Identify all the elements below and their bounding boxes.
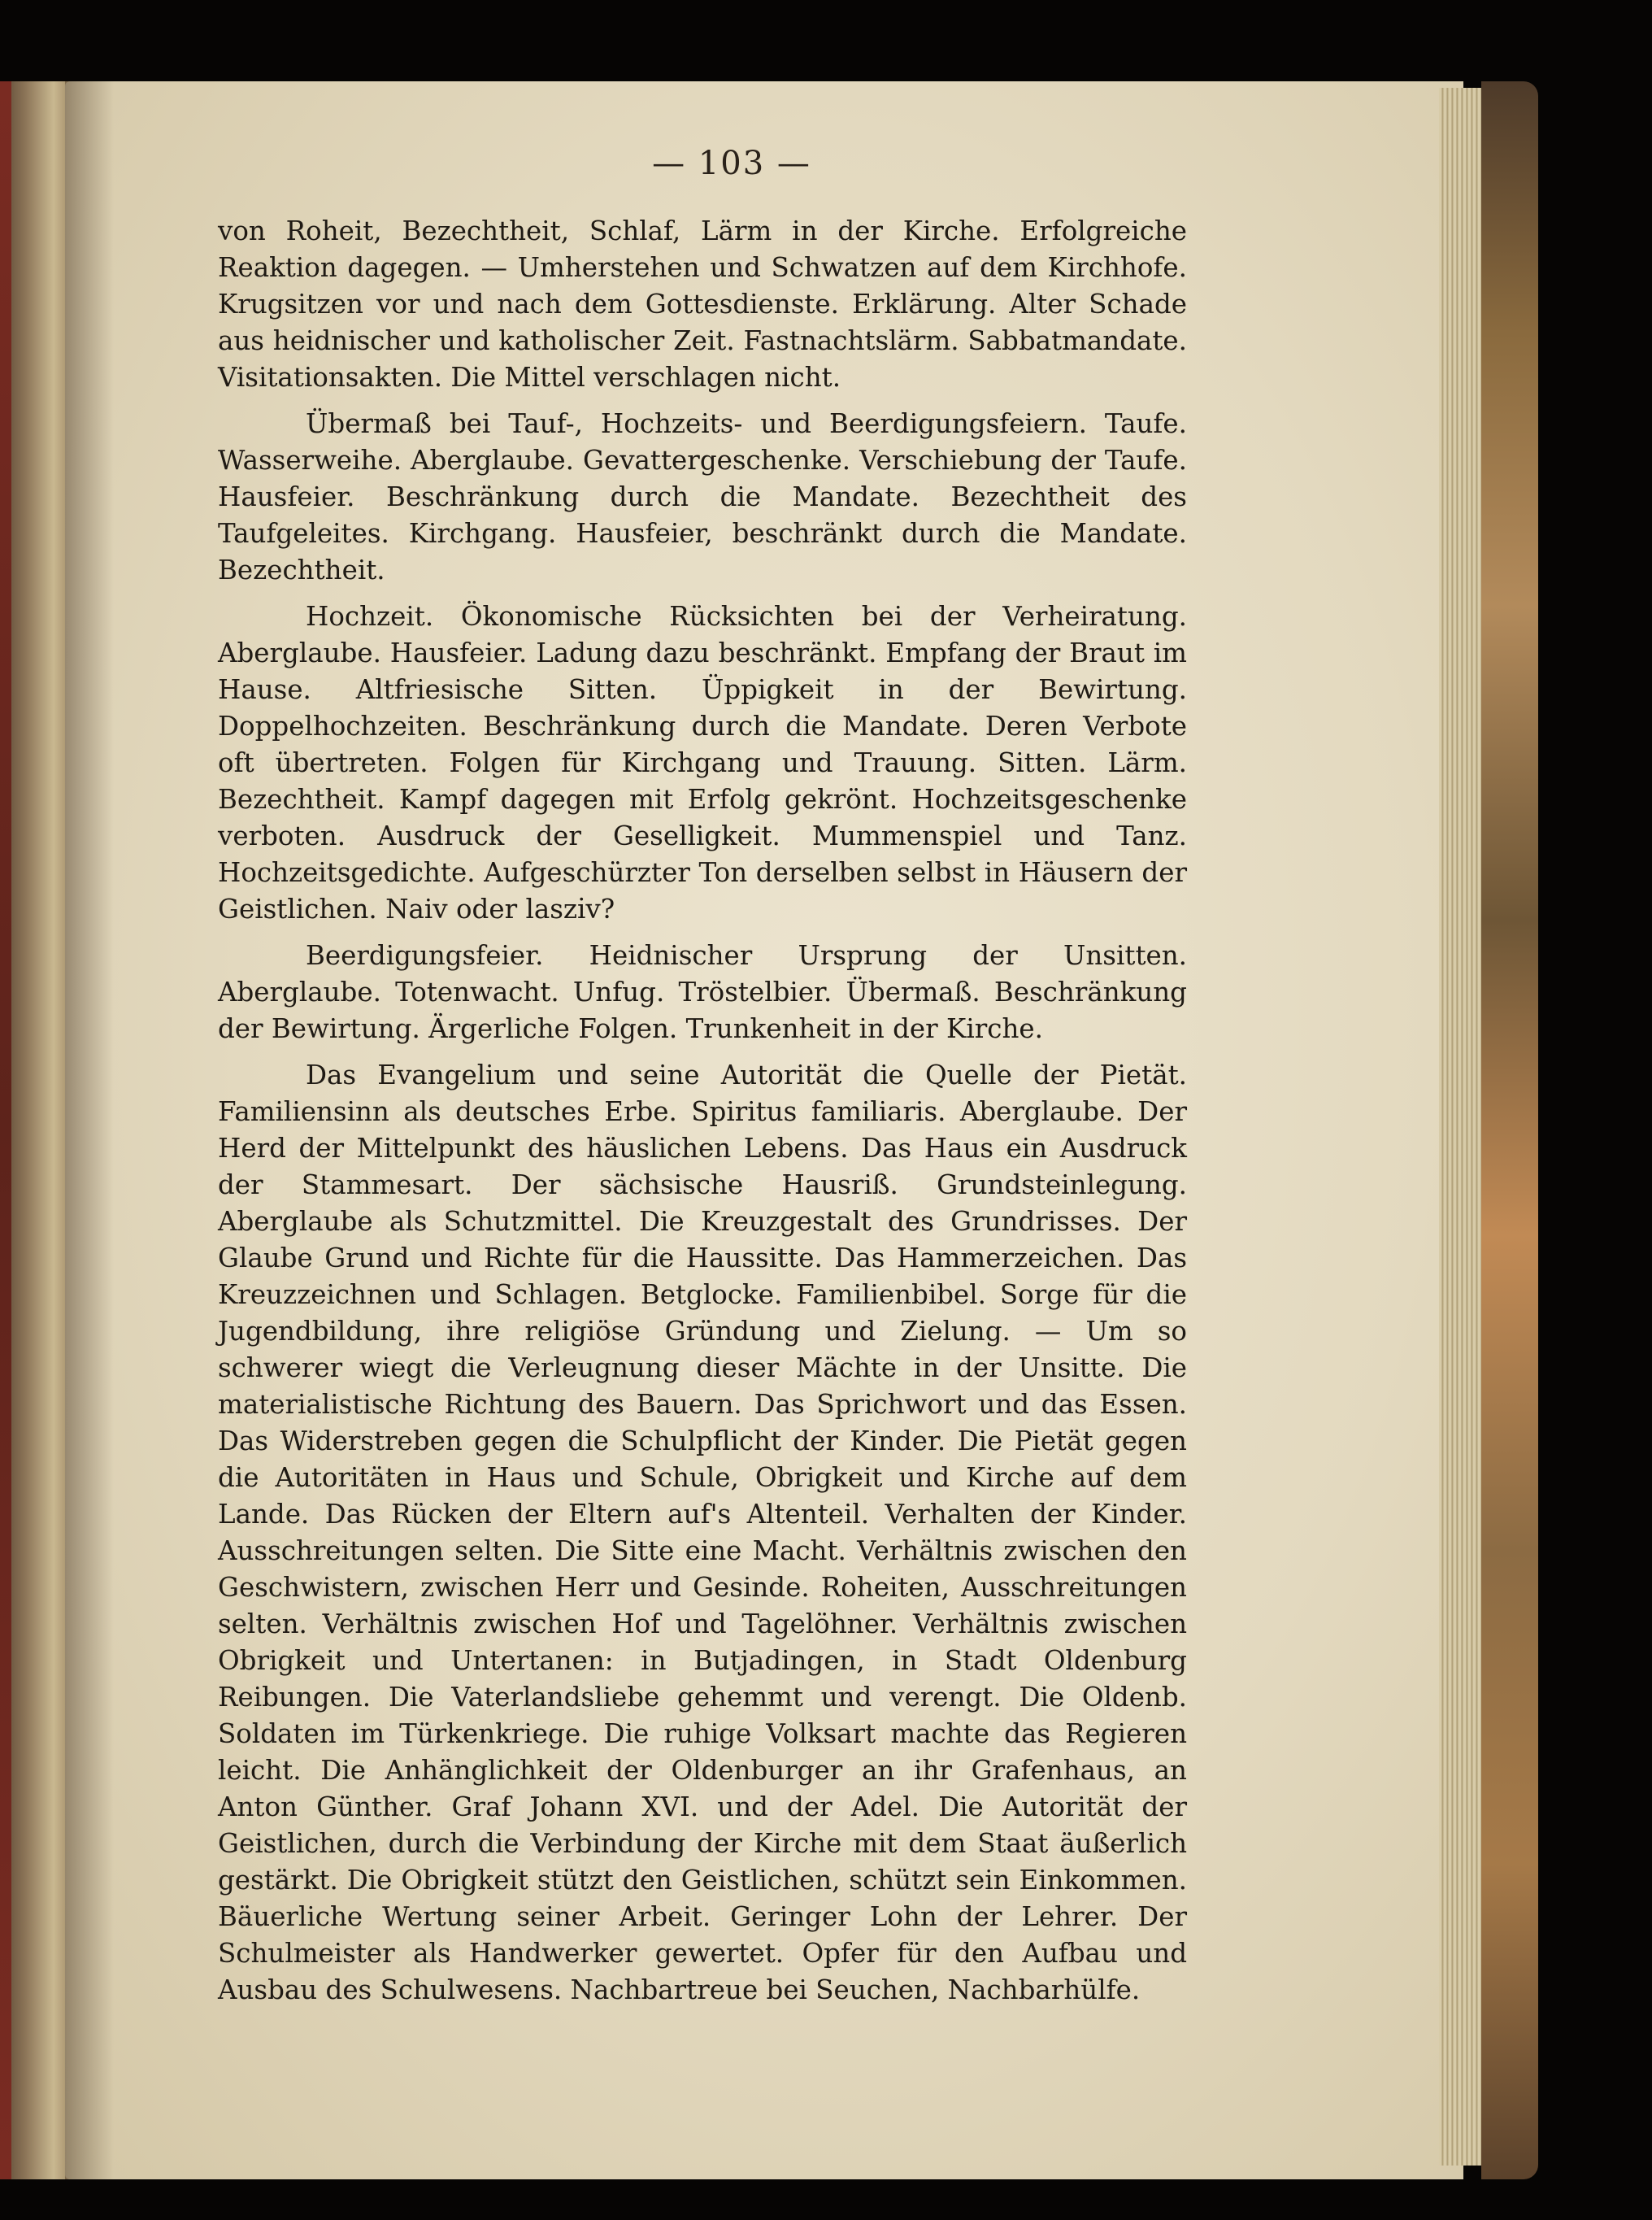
paragraph: Das Evangelium und seine Autorität die Quelle der Pietät. Familiensinn als deutsches Erbe. Spiritus familiaris. Aberglaube. Der Herd der Mittelpunkt des häuslichen Lebens. Das Haus ein Ausdruck der Stammesart. Der sächsische Hausriß. Grundsteinlegung. Aberglaube als Schutzmittel. Die Kreuzgestalt des Grundrisses. Der Glaube Grund und Richte für die Haussitte. Das Hammerzeichen. Das Kreuzzeichnen und Schlagen. Betglocke. Familienbibel. Sorge für die Jugendbildung, ihre religiöse Gründung und Zielung. — Um so schwerer wiegt die Verleugnung dieser Mächte in der Unsitte. Die materialistische Richtung des Bauern. Das Sprichwort und das Essen. Das Widerstreben gegen die Schulpflicht der Kinder. Die Pietät gegen die Autoritäten in Haus und Schule, Obrigkeit und Kirche auf dem Lande. Das Rücken der Eltern auf's Altenteil. Verhalten der Kinder. Ausschreitungen selten. Die Sitte eine Macht. Verhältnis zwischen den Geschwistern, zwischen Herr und Gesinde. Roheiten, Ausschreitungen selten. Verhältnis zwischen Hof und Tagelöhner. Verhältnis zwischen Obrigkeit und Untertanen: in Butjadingen, in Stadt Oldenburg Reibungen. Die Vaterlandsliebe gehemmt und verengt. Die Oldenb. Soldaten im Türkenkriege. Die ruhige Volksart machte das Regieren leicht. Die Anhänglichkeit der Oldenburger an ihr Grafenhaus, an Anton Günther. Graf Johann XVI. und der Adel. Die Autorität der Geistlichen, durch die Verbindung der Kirche mit dem Staat äußerlich gestärkt. Die Obrigkeit stützt den Geistlichen, schützt sein Einkommen. Bäuerliche Wertung seiner Arbeit. Geringer Lohn der Lehrer. Der Schulmeister als Handwerker gewertet. Opfer für den Aufbau und Ausbau des Schulwesens. Nachbartreue bei Seuchen, Nachbarhülfe.	[218, 1060, 1187, 2005]
page-stack-edges	[1439, 88, 1484, 2166]
binding-edge	[0, 81, 11, 2179]
paragraph: Übermaß bei Tauf-, Hochzeits- und Beerdigungsfeiern. Taufe. Wasserweihe. Aberglaube. Gevattergeschenke. Verschiebung der Taufe. Hausfeier. Beschränkung durch die Mandate. Bezechtheit des Taufgeleites. Kirchgang. Hausfeier, beschränkt durch die Mandate. Bezechtheit.	[218, 408, 1187, 585]
paragraph: von Roheit, Bezechtheit, Schlaf, Lärm in der Kirche. Erfolgreiche Reaktion dagegen. — Umherstehen und Schwatzen auf dem Kirchhofe. Krugsitzen vor und nach dem Gottesdienste. Erklärung. Alter Schade aus heidnischer und katholischer Zeit. Fastnachtslärm. Sabbatmandate. Visitationsakten. Die Mittel verschlagen nicht.	[218, 215, 1187, 393]
page-number: — 103 —	[652, 145, 811, 182]
page-text	[218, 213, 1187, 2009]
gutter-shadow	[65, 81, 114, 2179]
book-cover-edge	[1481, 81, 1538, 2179]
paragraph: Hochzeit. Ökonomische Rücksichten bei der Verheiratung. Aberglaube. Hausfeier. Ladung dazu beschränkt. Empfang der Braut im Hause. Altfriesische Sitten. Üppigkeit in der Bewirtung. Doppelhochzeiten. Beschränkung durch die Mandate. Deren Verbote oft übertreten. Folgen für Kirchgang und Trauung. Sitten. Lärm. Bezechtheit. Kampf dagegen mit Erfolg gekrönt. Hochzeitsgeschenke verboten. Ausdruck der Geselligkeit. Mummenspiel und Tanz. Hochzeitsgedichte. Aufgeschürzter Ton derselben selbst in Häusern der Geistlichen. Naiv oder laszi̇v?	[218, 601, 1187, 925]
paragraph: Beerdigungsfeier. Heidnischer Ursprung der Unsitten. Aberglaube. Totenwacht. Unfug. Tröstelbier. Übermaß. Beschränkung der Bewirtung. Ärgerliche Folgen. Trunkenheit in der Kirche.	[218, 940, 1187, 1044]
